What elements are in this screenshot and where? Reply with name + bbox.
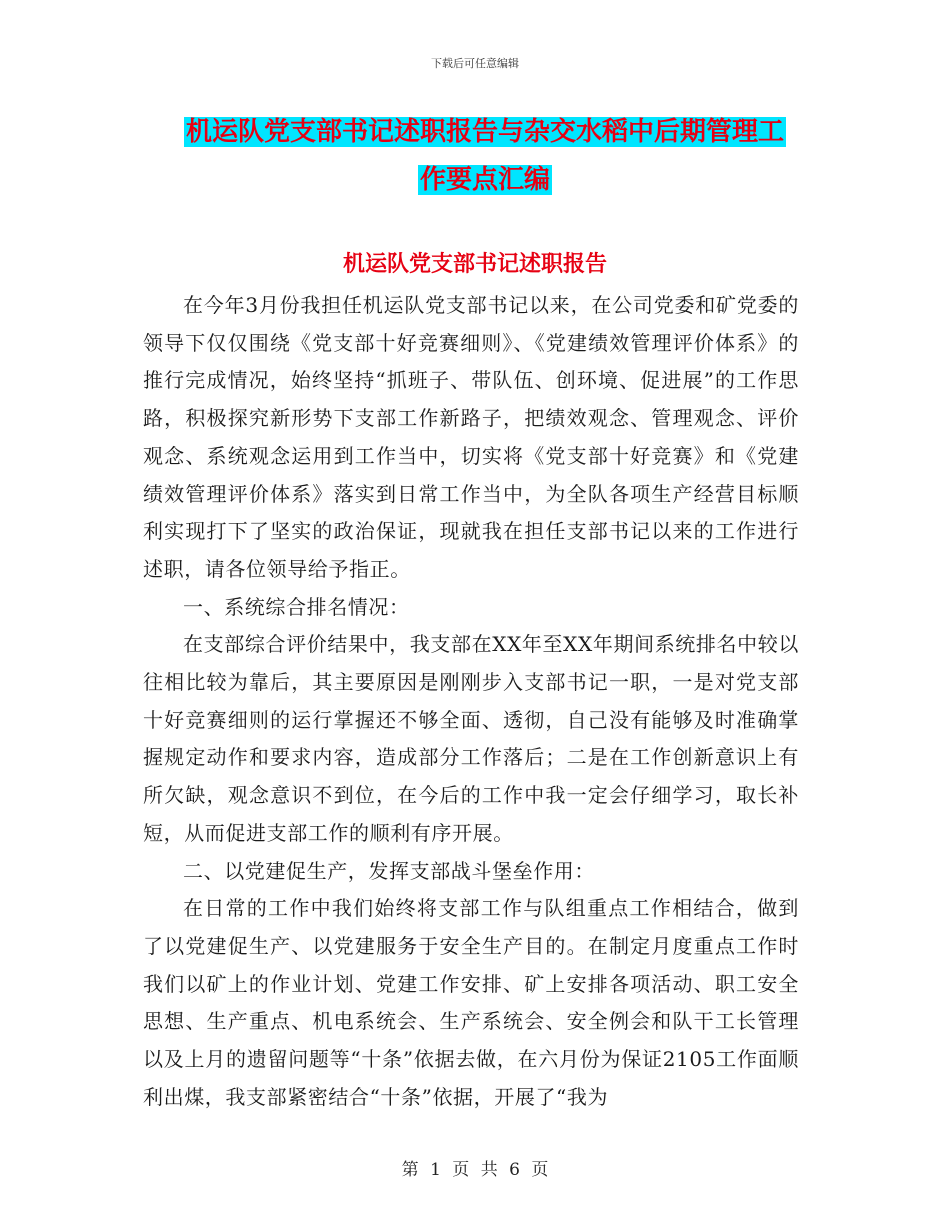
header-note: 下载后可任意编辑 xyxy=(431,57,519,70)
document-title-line2: 作要点汇编 xyxy=(419,165,550,195)
section-title: 机运队党支部书记述职报告 xyxy=(342,251,607,277)
paragraph-party-building: 在日常的工作中我们始终将支部工作与队组重点工作相结合，做到了以党建促生产、以党建服务于安全生产目的。在制定月度重点工作时我们以矿上的作业计划、党建工作安排、矿上安排各项活动、职工安全思想、生产重点、机电系统会、生产系统会、安全例会和队干工长管理以及上月的遗留问题等“十条”依据去做，在六月份为保证2105工作面顺利出煤，我支部紧密结合“十条”依据，开展了“我为 xyxy=(143,896,799,1109)
paragraph-ranking: 在支部综合评价结果中，我支部在XX年至XX年期间系统排名中较以往相比较为靠后，其主要原因是刚刚步入支部书记一职，一是对党支部十好竞赛细则的运行掌握还不够全面、透彻，自己没有能够及时准确掌握规定动作和要求内容，造成部分工作落后；二是在工作创新意识上有所欠缺，观念意识不到位，在今后的工作中我一定会仔细学习，取长补短，从而促进支部工作的顺利有序开展。 xyxy=(143,632,799,845)
body-text xyxy=(143,287,799,1116)
heading-ranking: 一、系统综合排名情况： xyxy=(183,594,410,619)
heading-party-building: 二、以党建促生产，发挥支部战斗堡垒作用： xyxy=(183,858,595,883)
paragraph-intro: 在今年3月份我担任机运队党支部书记以来，在公司党委和矿党委的领导下仅仅围绕《党支部十好竞赛细则》、《党建绩效管理评价体系》的推行完成情况，始终坚持“抓班子、带队伍、创环境、促进展”的工作思路，积极探究新形势下支部工作新路子，把绩效观念、管理观念、评价观念、系统观念运用到工作当中，切实将《党支部十好竞赛》和《党建绩效管理评价体系》落实到日常工作当中，为全队各项生产经营目标顺利实现打下了坚实的政治保证，现就我在担任支部书记以来的工作进行述职，请各位领导给予指正。 xyxy=(143,293,799,581)
page-footer: 第 1 页 共 6 页 xyxy=(401,1160,549,1180)
document-title-line1: 机运队党支部书记述职报告与杂交水稻中后期管理工 xyxy=(185,117,784,147)
document-title xyxy=(160,108,810,204)
